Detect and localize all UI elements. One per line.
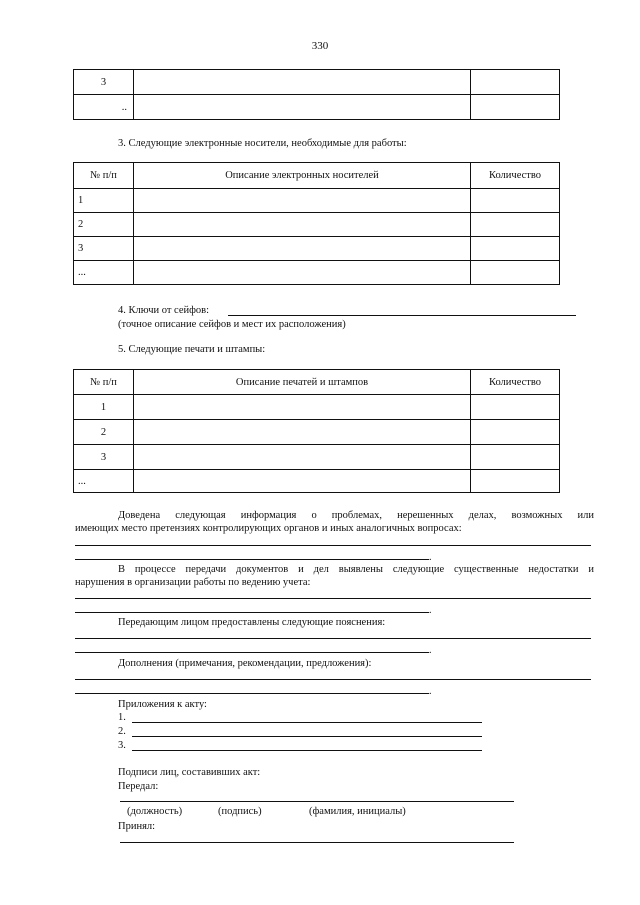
passed-label: Передал: [118,781,159,792]
header-number: № п/п [74,163,134,189]
row-number: 1 [74,189,134,213]
additions-field-line-2[interactable] [75,693,429,694]
row-description-cell[interactable] [134,95,471,120]
received-signature-line[interactable] [120,842,514,843]
table-row [74,70,560,95]
info-line-2: имеющих место претензиях контролирующих органов и иных аналогичных вопросах: [75,523,462,534]
signature-caption: (подпись) [218,806,262,817]
row-number: 3 [74,445,134,470]
row-quantity-cell[interactable] [471,445,560,470]
shortcomings-line-1: В процессе передачи документов и дел выявлены следующие существенные недостатки и [118,564,594,575]
additions-label: Дополнения (примечания, рекомендации, предложения): [118,658,372,669]
page-number: 330 [311,40,329,52]
table-row [74,470,560,493]
row-quantity-cell[interactable] [471,470,560,493]
section4-hint: (точное описание сейфов и мест их расположения) [118,319,346,330]
table-row [74,445,560,470]
row-number: ... [74,470,134,493]
additions-field-line-1[interactable] [75,679,591,680]
table-row [74,213,560,237]
row-number: 3 [74,70,134,95]
section4-label: 4. Ключи от сейфов: [118,305,210,316]
table-row [74,237,560,261]
shortcomings-field-end-dot: . [429,605,432,616]
table-row [74,95,560,120]
row-quantity-cell[interactable] [471,237,560,261]
safe-keys-field[interactable] [228,315,576,316]
row-number: ... [74,261,134,285]
info-field-end-dot: . [429,552,432,563]
attachment-item-1: 1. [118,712,126,723]
position-caption: (должность) [127,806,183,817]
additions-field-end-dot: . [429,686,432,697]
table-row [74,261,560,285]
shortcomings-field-line-2[interactable] [75,612,429,613]
explanations-label: Передающим лицом предоставлены следующие пояснения: [118,617,386,628]
row-description-cell[interactable] [134,189,471,213]
attachment-field-1[interactable] [132,722,482,723]
row-number: .. [74,95,134,120]
row-quantity-cell[interactable] [471,213,560,237]
attachment-item-2: 2. [118,726,126,737]
row-description-cell[interactable] [134,237,471,261]
row-number: 1 [74,395,134,420]
row-quantity-cell[interactable] [471,261,560,285]
info-field-line-2[interactable] [75,559,429,560]
header-quantity: Количество [471,163,560,189]
row-quantity-cell[interactable] [471,189,560,213]
received-label: Принял: [118,821,156,832]
explanations-field-line-2[interactable] [75,652,429,653]
row-quantity-cell[interactable] [471,95,560,120]
row-description-cell[interactable] [134,420,471,445]
continued-table [73,69,560,120]
row-number: 3 [74,237,134,261]
row-number: 2 [74,420,134,445]
row-description-cell[interactable] [134,445,471,470]
table-row [74,395,560,420]
header-quantity: Количество [471,370,560,395]
table-row [74,189,560,213]
table-header-row [74,163,560,189]
electronic-media-table [73,162,560,285]
attachment-item-3: 3. [118,740,126,751]
attachments-title: Приложения к акту: [118,699,207,710]
row-description-cell[interactable] [134,395,471,420]
attachment-field-3[interactable] [132,750,482,751]
shortcomings-field-line-1[interactable] [75,598,591,599]
shortcomings-line-2: нарушения в организации работы по ведению учета: [75,577,311,588]
seals-stamps-table [73,369,560,493]
explanations-field-line-1[interactable] [75,638,591,639]
row-quantity-cell[interactable] [471,420,560,445]
info-line-1: Доведена следующая информация о проблемах, нерешенных делах, возможных или [118,510,594,521]
explanations-field-end-dot: . [429,645,432,656]
header-description: Описание печатей и штампов [134,370,471,395]
table-header-row [74,370,560,395]
header-number: № п/п [74,370,134,395]
row-number: 2 [74,213,134,237]
row-description-cell[interactable] [134,470,471,493]
row-description-cell[interactable] [134,261,471,285]
row-description-cell[interactable] [134,213,471,237]
info-field-line-1[interactable] [75,545,591,546]
attachment-field-2[interactable] [132,736,482,737]
row-quantity-cell[interactable] [471,395,560,420]
section5-heading: 5. Следующие печати и штампы: [118,344,266,355]
passed-signature-line[interactable] [120,801,514,802]
row-description-cell[interactable] [134,70,471,95]
section3-heading: 3. Следующие электронные носители, необходимые для работы: [118,138,407,149]
row-quantity-cell[interactable] [471,70,560,95]
name-caption: (фамилия, инициалы) [309,806,406,817]
header-description: Описание электронных носителей [134,163,471,189]
signatures-title: Подписи лиц, составивших акт: [118,767,261,778]
table-row [74,420,560,445]
